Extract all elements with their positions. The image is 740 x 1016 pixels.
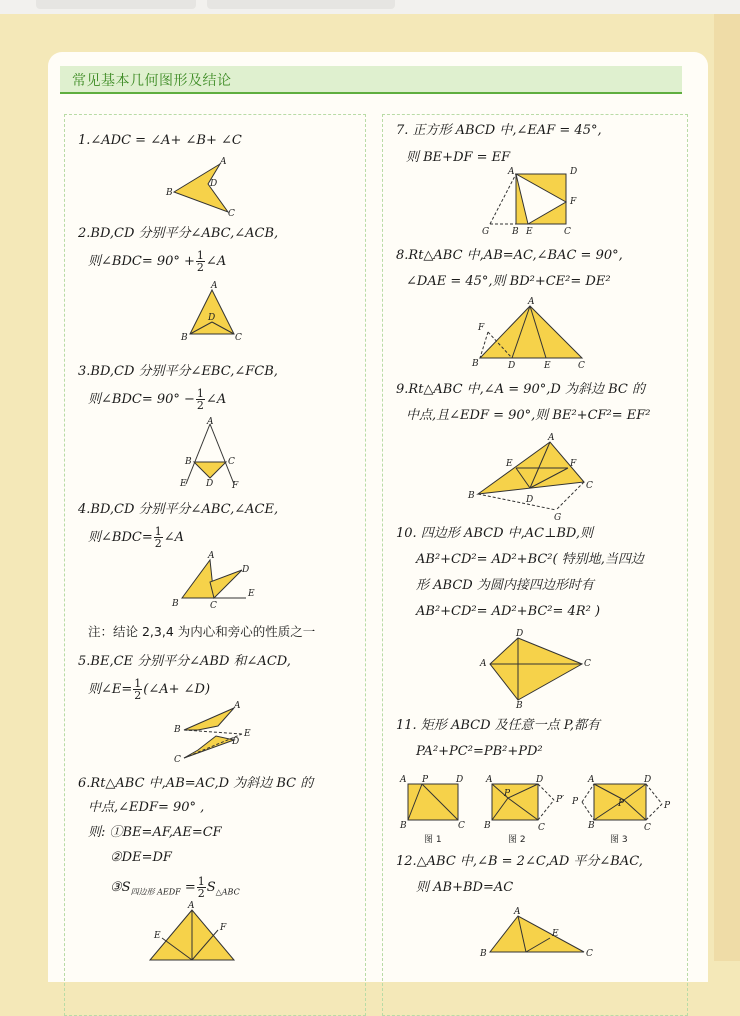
svg-text:P: P <box>504 789 511 799</box>
svg-text:E: E <box>180 479 187 489</box>
figure-8 <box>468 296 592 371</box>
svg-text:C: C <box>538 823 545 833</box>
svg-text:D: D <box>508 361 516 371</box>
svg-text:B: B <box>468 491 475 501</box>
svg-text:C: C <box>586 949 593 959</box>
svg-text:A: A <box>220 157 227 167</box>
svg-text:C: C <box>228 457 235 467</box>
svg-text:G: G <box>554 513 562 523</box>
svg-text:图 1: 图 1 <box>424 835 442 845</box>
svg-text:C: C <box>235 333 242 343</box>
svg-text:C: C <box>644 823 651 833</box>
svg-text:B: B <box>400 821 407 831</box>
conclusion-12a: 12.△ABC 中,∠B = 2∠C,AD 平分∠BAC, <box>396 854 643 869</box>
note-text: 注：结论 2,3,4 为内心和旁心的性质之一 <box>88 624 316 639</box>
svg-text:C: C <box>586 481 593 491</box>
svg-text:B: B <box>472 359 479 369</box>
conclusion-10a: 10. 四边形 ABCD 中,AC⊥BD,则 <box>396 526 593 541</box>
book-edge <box>714 14 740 961</box>
svg-text:D: D <box>526 495 534 505</box>
tab-placeholder[interactable] <box>207 0 395 9</box>
figure-1 <box>162 156 252 218</box>
conclusion-11a: 11. 矩形 ABCD 及任意一点 P,都有 <box>396 718 601 733</box>
conclusion-10b: AB²+CD²= AD²+BC²( 特别地,当四边 <box>416 552 644 567</box>
svg-text:A: A <box>508 167 515 177</box>
tab-placeholder[interactable] <box>36 0 196 9</box>
svg-text:图 3: 图 3 <box>610 835 628 845</box>
conclusion-8a: 8.Rt△ABC 中,AB=AC,∠BAC = 90°, <box>396 248 623 263</box>
conclusion-2a: 2.BD,CD 分别平分∠ABC,∠ACB, <box>78 226 279 241</box>
svg-text:G: G <box>482 227 490 237</box>
svg-text:E: E <box>544 361 551 371</box>
svg-text:F: F <box>570 197 577 207</box>
svg-text:B: B <box>588 821 595 831</box>
svg-text:C: C <box>458 821 465 831</box>
svg-text:B: B <box>181 333 188 343</box>
svg-text:E: E <box>154 931 161 941</box>
svg-text:图 2: 图 2 <box>508 835 526 845</box>
section-header <box>60 66 682 94</box>
svg-text:D: D <box>206 479 214 489</box>
svg-text:C: C <box>228 209 235 219</box>
svg-text:A: A <box>208 551 215 561</box>
svg-text:A: A <box>188 901 195 911</box>
conclusion-4b: 则∠BDC= $\frac{1}{2}$ ∠A <box>88 525 184 550</box>
svg-text:A: A <box>514 907 521 917</box>
svg-text:B: B <box>166 188 173 198</box>
svg-text:E: E <box>244 729 251 739</box>
conclusion-6a: 6.Rt△ABC 中,AB=AC,D 为斜边 BC 的 <box>78 776 314 791</box>
svg-text:D: D <box>570 167 578 177</box>
conclusion-6c: 则: ①BE=AF,AE=CF <box>88 825 222 840</box>
conclusion-11b: PA²+PC²=PB²+PD² <box>416 744 543 759</box>
svg-text:D: D <box>516 629 524 639</box>
conclusion-6d: ②DE=DF <box>110 850 172 865</box>
svg-text:B: B <box>185 457 192 467</box>
svg-text:P′: P′ <box>556 795 565 805</box>
svg-text:D: D <box>456 775 464 785</box>
figure-2 <box>178 280 240 346</box>
svg-text:A: A <box>588 775 595 785</box>
figure-10 <box>476 626 600 711</box>
svg-text:C: C <box>564 227 571 237</box>
svg-text:A: A <box>211 281 218 291</box>
svg-text:B: B <box>174 725 181 735</box>
svg-text:A: A <box>528 297 535 307</box>
svg-text:A: A <box>480 659 487 669</box>
figure-6 <box>140 900 252 961</box>
svg-text:C: C <box>174 755 181 765</box>
svg-text:A: A <box>234 701 241 711</box>
svg-text:C: C <box>584 659 591 669</box>
conclusion-8b: ∠DAE = 45°,则 BD²+CE²= DE² <box>406 274 611 289</box>
conclusion-5a: 5.BE,CE 分别平分∠ABD 和∠ACD, <box>78 654 291 669</box>
svg-text:F: F <box>232 481 239 491</box>
svg-text:E: E <box>552 929 559 939</box>
svg-text:P: P <box>618 799 625 809</box>
svg-text:E: E <box>526 227 533 237</box>
svg-text:P: P <box>664 801 671 811</box>
svg-text:A: A <box>207 417 214 427</box>
figure-5 <box>170 700 262 766</box>
svg-text:A: A <box>400 775 407 785</box>
browser-top-strip <box>0 0 740 14</box>
svg-text:F: F <box>478 323 485 333</box>
conclusion-6e: $③S_{四边形 AEDF}$ = $\frac{1}{2}$ $S_{\triangle ABC}$ <box>110 875 240 900</box>
svg-text:D: D <box>536 775 544 785</box>
svg-text:F: F <box>570 459 577 469</box>
conclusion-5b: 则∠E= $\frac{1}{2}$ (∠A+ ∠D) <box>88 677 211 702</box>
conclusion-9a: 9.Rt△ABC 中,∠A = 90°,D 为斜边 BC 的 <box>396 382 645 397</box>
figure-3 <box>176 417 242 491</box>
svg-text:P: P <box>572 797 579 807</box>
conclusion-7a: 7. 正方形 ABCD 中,∠EAF = 45°, <box>396 123 602 138</box>
conclusion-1: 1.∠ADC = ∠A+ ∠B+ ∠C <box>78 133 242 148</box>
conclusion-3b: 则∠BDC= 90° − $\frac{1}{2}$ ∠A <box>88 387 227 412</box>
svg-text:B: B <box>172 599 179 609</box>
figure-9 <box>464 430 604 523</box>
figure-4 <box>170 548 262 610</box>
svg-text:D: D <box>210 179 218 189</box>
svg-text:F: F <box>220 923 227 933</box>
svg-text:D: D <box>232 737 240 747</box>
svg-text:D: D <box>208 313 216 323</box>
conclusion-9b: 中点,且∠EDF = 90°,则 BE²+CF²= EF² <box>406 408 651 423</box>
svg-text:B: B <box>480 949 487 959</box>
svg-text:C: C <box>578 361 585 371</box>
svg-text:A: A <box>548 433 555 443</box>
svg-text:C: C <box>210 601 217 611</box>
svg-text:B: B <box>512 227 519 237</box>
svg-text:D: D <box>242 565 250 575</box>
svg-text:P: P <box>422 775 429 785</box>
figure-7 <box>478 164 588 238</box>
svg-text:A: A <box>486 775 493 785</box>
svg-text:B: B <box>484 821 491 831</box>
svg-text:E: E <box>248 589 255 599</box>
conclusion-12b: 则 AB+BD=AC <box>416 880 514 895</box>
conclusion-7b: 则 BE+DF = EF <box>406 150 511 165</box>
conclusion-2b: 则∠BDC= 90° + $\frac{1}{2}$ ∠A <box>88 249 227 274</box>
svg-text:D: D <box>644 775 652 785</box>
conclusion-4a: 4.BD,CD 分别平分∠ABC,∠ACE, <box>78 502 279 517</box>
conclusion-6b: 中点,∠EDF= 90° , <box>88 800 205 815</box>
conclusion-10d: AB²+CD²= AD²+BC²= 4R² ) <box>416 604 601 619</box>
svg-text:E: E <box>506 459 513 469</box>
section-title: 常见基本几何图形及结论 <box>72 73 232 89</box>
conclusion-10c: 形 ABCD 为圆内接四边形时有 <box>416 578 594 593</box>
conclusion-3a: 3.BD,CD 分别平分∠EBC,∠FCB, <box>78 364 278 379</box>
svg-text:B: B <box>516 701 523 711</box>
figure-12 <box>474 904 604 961</box>
figure-11 <box>398 770 684 846</box>
